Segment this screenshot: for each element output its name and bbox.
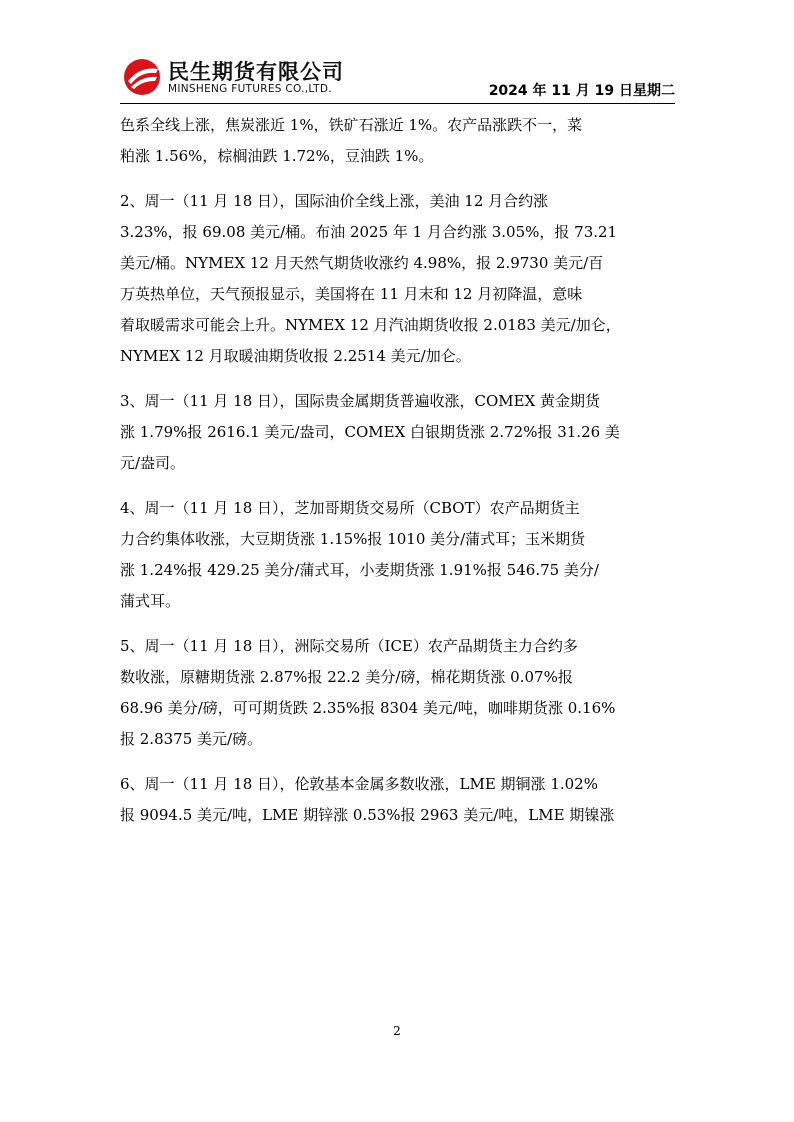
paragraph-line: 涨 1.79%报 2616.1 美元/盎司，COMEX 白银期货涨 2.72%报 31.26 美 [120,423,620,441]
paragraph-line: 万英热单位，天气预报显示，美国将在 11 月末和 12 月初降温，意味 [120,285,583,303]
paragraph-line: 蒲式耳。 [120,592,181,610]
paragraph-5 [120,631,680,755]
document-body [120,110,680,845]
minsheng-logo-icon [122,57,162,97]
company-name-cn: 民生期货有限公司 [168,60,344,84]
paragraph-line: 2、周一（11 月 18 日），国际油价全线上涨，美油 12 月合约涨 [120,192,549,210]
paragraph-line: 数收涨，原糖期货涨 2.87%报 22.2 美分/磅，棉花期货涨 0.07%报 [120,668,573,686]
paragraph-line: 着取暖需求可能会上升。NYMEX 12 月汽油期货收报 2.0183 美元/加仑， [120,316,621,334]
page-header [120,52,675,102]
paragraph-line: 粕涨 1.56%，棕榈油跌 1.72%，豆油跌 1%。 [120,147,434,165]
company-name-en: MINSHENG FUTURES CO.,LTD. [168,83,332,95]
paragraph-line: 4、周一（11 月 18 日），芝加哥期货交易所（CBOT）农产品期货主 [120,499,580,517]
paragraph-line: 5、周一（11 月 18 日），洲际交易所（ICE）农产品期货主力合约多 [120,637,578,655]
paragraph-line: 68.96 美分/磅，可可期货跌 2.35%报 8304 美元/吨，咖啡期货涨 0.16% [120,699,616,717]
paragraph-2 [120,186,680,372]
paragraph-line: 元/盎司。 [120,454,186,472]
report-date: 2024 年 11 月 19 日星期二 [488,83,675,99]
paragraph-line: 3、周一（11 月 18 日），国际贵金属期货普遍收涨，COMEX 黄金期货 [120,392,601,410]
page-number: 2 [393,1024,401,1038]
paragraph-4 [120,493,680,617]
paragraph-6 [120,769,680,831]
header-divider [120,103,675,104]
paragraph-line: 报 9094.5 美元/吨，LME 期锌涨 0.53%报 2963 美元/吨，LME 期镍涨 [120,806,615,824]
company-logo [120,52,380,102]
paragraph-1 [120,110,680,172]
paragraph-line: 6、周一（11 月 18 日），伦敦基本金属多数收涨，LME 期铜涨 1.02% [120,775,598,793]
paragraph-line: NYMEX 12 月取暖油期货收报 2.2514 美元/加仑。 [120,347,471,365]
paragraph-line: 涨 1.24%报 429.25 美分/蒲式耳，小麦期货涨 1.91%报 546.75 美分/ [120,561,599,579]
paragraph-line: 3.23%，报 69.08 美元/桶。布油 2025 年 1 月合约涨 3.05%，报 73.21 [120,223,618,241]
paragraph-3 [120,386,680,479]
paragraph-line: 报 2.8375 美元/磅。 [120,730,263,748]
paragraph-line: 美元/桶。NYMEX 12 月天然气期货收涨约 4.98%，报 2.9730 美元/百 [120,254,604,272]
paragraph-line: 力合约集体收涨，大豆期货涨 1.15%报 1010 美分/蒲式耳；玉米期货 [120,530,586,548]
paragraph-line: 色系全线上涨，焦炭涨近 1%，铁矿石涨近 1%。农产品涨跌不一，菜 [120,116,583,134]
